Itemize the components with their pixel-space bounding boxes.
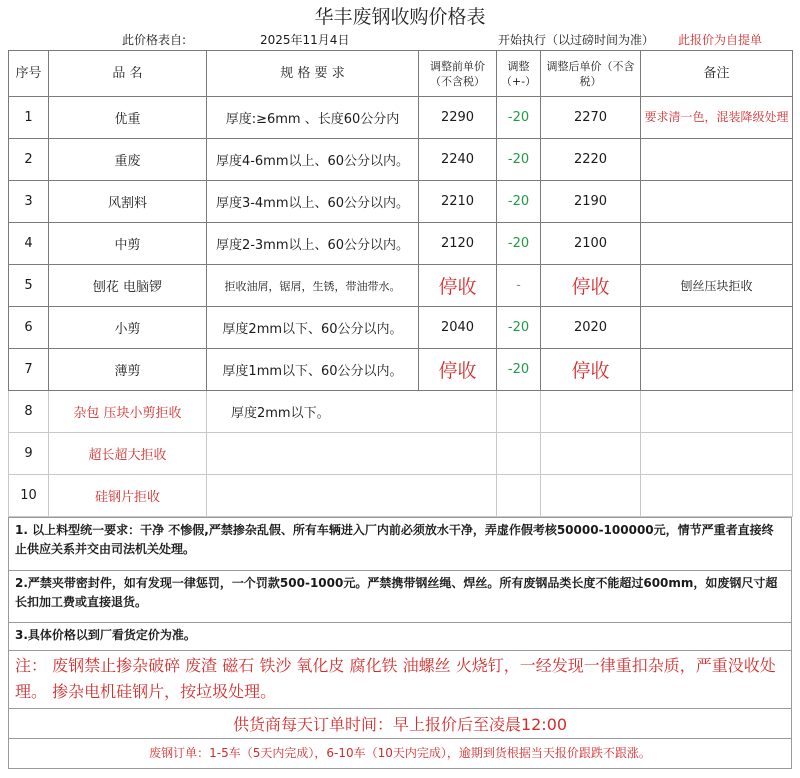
empty-cell xyxy=(497,475,541,517)
price-table xyxy=(8,50,793,517)
row-spec xyxy=(207,475,497,517)
table-header-row xyxy=(9,51,793,97)
row-price-after: 2100 xyxy=(541,223,641,265)
row-name: 中剪 xyxy=(49,223,207,265)
row-adjust: -20 xyxy=(497,139,541,181)
row-remark xyxy=(641,349,793,391)
table-row xyxy=(9,265,793,307)
row-spec: 厚度3-4mm以上、60公分以内。 xyxy=(207,181,419,223)
row-price-before: 2290 xyxy=(419,97,497,139)
row-adjust: -20 xyxy=(497,349,541,391)
row-seq: 8 xyxy=(9,391,49,433)
empty-cell xyxy=(641,475,793,517)
empty-cell xyxy=(541,475,641,517)
row-name-rejected: 杂包 压块小剪拒收 xyxy=(49,391,207,433)
note-2: 2.严禁夹带密封件，如有发现一律惩罚，一个罚款500-1000元。严禁携带钢丝绳、焊丝。所有废钢品类长度不能超过600mm，如废钢尺寸超长扣加工费或直接退货。 xyxy=(8,571,792,623)
empty-cell xyxy=(641,433,793,475)
row-seq: 1 xyxy=(9,97,49,139)
row-remark xyxy=(641,307,793,349)
table-row xyxy=(9,349,793,391)
row-name: 薄剪 xyxy=(49,349,207,391)
empty-cell xyxy=(541,391,641,433)
header-price-before: 调整前单价（不含税） xyxy=(419,51,497,97)
row-seq: 5 xyxy=(9,265,49,307)
header-remark: 备注 xyxy=(641,51,793,97)
row-remark xyxy=(641,139,793,181)
row-price-after: 2270 xyxy=(541,97,641,139)
note-3: 3.具体价格以到厂看货定价为准。 xyxy=(8,623,792,651)
row-remark xyxy=(641,223,793,265)
row-spec xyxy=(207,433,497,475)
row-spec: 厚度2mm以下、60公分以内。 xyxy=(207,307,419,349)
row-price-after: 2190 xyxy=(541,181,641,223)
row-name: 优重 xyxy=(49,97,207,139)
row-price-after: 2020 xyxy=(541,307,641,349)
row-seq: 2 xyxy=(9,139,49,181)
table-row xyxy=(9,391,793,433)
row-name-rejected: 超长超大拒收 xyxy=(49,433,207,475)
row-seq: 3 xyxy=(9,181,49,223)
row-price-before: 2210 xyxy=(419,181,497,223)
row-name: 重废 xyxy=(49,139,207,181)
order-time-note: 供货商每天订单时间：早上报价后至凌晨12:00 xyxy=(8,709,792,739)
row-seq: 4 xyxy=(9,223,49,265)
empty-cell xyxy=(497,391,541,433)
row-seq: 6 xyxy=(9,307,49,349)
row-spec: 厚度2-3mm以上、60公分以内。 xyxy=(207,223,419,265)
row-remark: 刨丝压块拒收 xyxy=(641,265,793,307)
row-adjust: -20 xyxy=(497,307,541,349)
row-seq: 7 xyxy=(9,349,49,391)
page-title: 华丰废钢收购价格表 xyxy=(314,6,486,28)
row-spec: 厚度4-6mm以上、60公分以内。 xyxy=(207,139,419,181)
row-remark: 要求清一色，混装降级处理 xyxy=(641,97,793,139)
order-rule-note: 废钢订单：1-5车（5天内完成），6-10车（10天内完成），逾期到货根据当天报价跟跌不跟涨。 xyxy=(8,739,792,769)
row-name: 小剪 xyxy=(49,307,207,349)
header-name: 品 名 xyxy=(49,51,207,97)
row-price-after-stopped: 停收 xyxy=(541,265,641,307)
row-price-before: 2040 xyxy=(419,307,497,349)
warning-note: 注： 废钢禁止掺杂破碎 废渣 磁石 铁沙 氧化皮 腐化铁 油螺丝 火烧钉，一经发现一律重扣杂质，严重没收处理。 掺杂电机硅钢片，按垃圾处理。 xyxy=(8,651,792,709)
start-execution-text: 开始执行（以过磅时间为准） xyxy=(498,33,655,47)
row-seq: 9 xyxy=(9,433,49,475)
row-adjust: -20 xyxy=(497,223,541,265)
table-row xyxy=(9,307,793,349)
row-spec: 厚度2mm以下。 xyxy=(207,391,497,433)
empty-cell xyxy=(541,433,641,475)
row-adjust: - xyxy=(497,265,541,307)
empty-cell xyxy=(641,391,793,433)
row-spec: 厚度:≥6mm 、长度60公分内 xyxy=(207,97,419,139)
table-row xyxy=(9,223,793,265)
row-spec: 拒收油屑，锯屑，生锈，带油带水。 xyxy=(207,265,419,307)
table-row xyxy=(9,97,793,139)
row-remark xyxy=(641,181,793,223)
table-row xyxy=(9,139,793,181)
effective-from-label: 此价格表自: xyxy=(122,33,187,47)
row-price-before: 2240 xyxy=(419,139,497,181)
self-pickup-notice: 此报价为自提单 xyxy=(678,33,763,47)
table-row xyxy=(9,433,793,475)
row-name: 刨花 电脑锣 xyxy=(49,265,207,307)
table-row xyxy=(9,181,793,223)
header-spec: 规 格 要 求 xyxy=(207,51,419,97)
note-1: 1. 以上料型统一要求：干净 不惨假,严禁掺杂乱假、所有车辆进入厂内前必须放水干净，弄虚作假考核50000-100000元，情节严重者直接终止供应关系并交由司法机关处理。 xyxy=(8,517,792,571)
row-spec: 厚度1mm以下、60公分以内。 xyxy=(207,349,419,391)
header-adjust: 调整（+-） xyxy=(497,51,541,97)
row-price-after-stopped: 停收 xyxy=(541,349,641,391)
table-row xyxy=(9,475,793,517)
row-seq: 10 xyxy=(9,475,49,517)
notes-section xyxy=(8,517,792,769)
effective-date: 2025年11月4日 xyxy=(260,33,350,47)
row-name-rejected: 硅钢片拒收 xyxy=(49,475,207,517)
row-price-before-stopped: 停收 xyxy=(419,349,497,391)
header-seq: 序号 xyxy=(9,51,49,97)
row-price-before-stopped: 停收 xyxy=(419,265,497,307)
empty-cell xyxy=(497,433,541,475)
row-price-after: 2220 xyxy=(541,139,641,181)
row-adjust: -20 xyxy=(497,181,541,223)
row-name: 风割料 xyxy=(49,181,207,223)
row-price-before: 2120 xyxy=(419,223,497,265)
row-adjust: -20 xyxy=(497,97,541,139)
header-price-after: 调整后单价（不含税） xyxy=(541,51,641,97)
